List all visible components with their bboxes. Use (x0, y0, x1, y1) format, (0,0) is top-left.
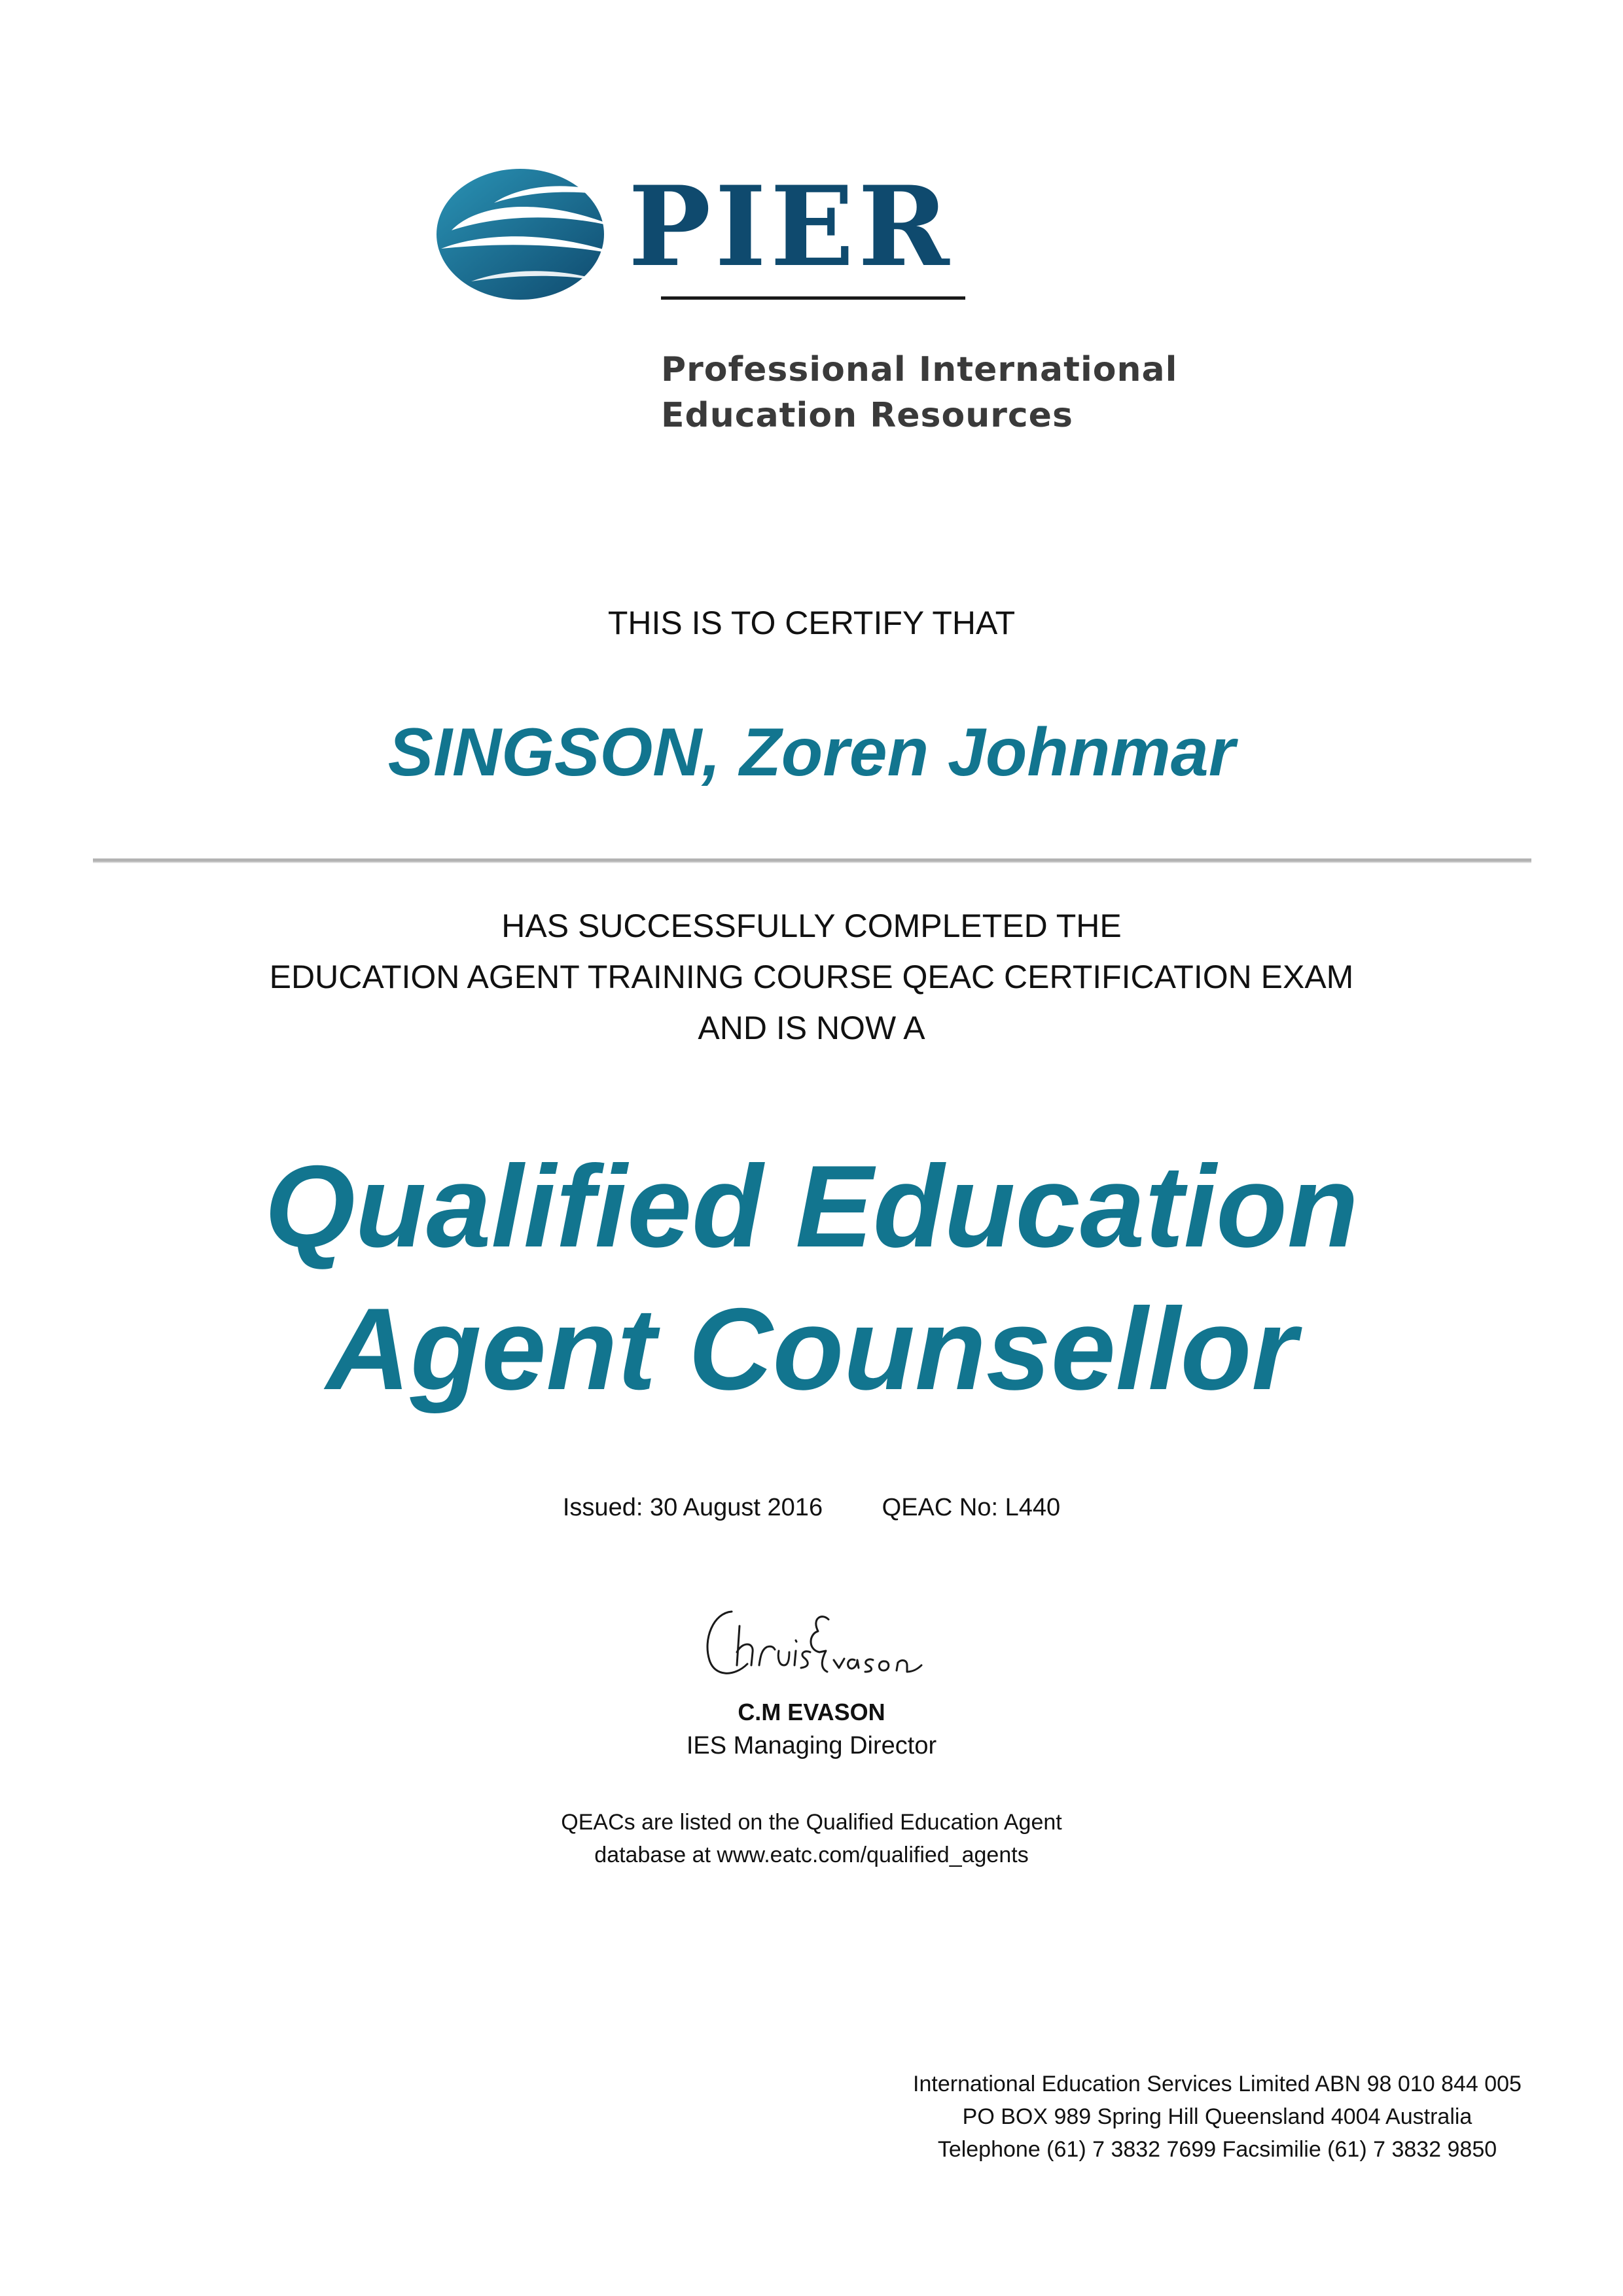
completion-line: EDUCATION AGENT TRAINING COURSE QEAC CERTIFICATION EXAM (269, 959, 1354, 995)
completion-line: AND IS NOW A (698, 1010, 925, 1046)
issued-date: Issued: 30 August 2016 (562, 1494, 823, 1521)
note-line: database at www.eatc.com/qualified_agents (594, 1843, 1029, 1867)
completion-line: HAS SUCCESSFULLY COMPLETED THE (501, 908, 1122, 944)
pier-swoosh-emblem-icon (432, 157, 628, 314)
divider (93, 858, 1531, 863)
recipient-name: SINGSON, Zoren Johnmar (387, 715, 1236, 790)
logo-subtitle-line: Professional International (661, 350, 1178, 389)
title-line: Agent Counsellor (326, 1284, 1297, 1414)
signature-image (694, 1600, 929, 1691)
signatory-role: IES Managing Director (686, 1732, 937, 1759)
footer-line: International Education Services Limited ABN 98 010 844 005 (913, 2072, 1522, 2096)
certificate-title (0, 1135, 1623, 1421)
logo-subtitle (661, 347, 1177, 438)
title-line: Qualified Education (264, 1141, 1359, 1271)
pier-logo (432, 157, 1191, 445)
logo-wordmark: PIER (628, 162, 954, 291)
issue-details (0, 1491, 1623, 1524)
footer-line: PO BOX 989 Spring Hill Queensland 4004 Australia (962, 2104, 1472, 2129)
certify-lead: THIS IS TO CERTIFY THAT (607, 605, 1016, 641)
footer-line: Telephone (61) 7 3832 7699 Facsimilie (61) 7 3832 9850 (937, 2137, 1497, 2162)
company-footer (890, 2068, 1544, 2166)
note-line: QEACs are listed on the Qualified Education Agent (561, 1810, 1062, 1835)
signatory-name: C.M EVASON (738, 1699, 885, 1725)
logo-rule (661, 296, 965, 300)
qeac-database-note (0, 1806, 1623, 1871)
qeac-number: QEAC No: L440 (882, 1494, 1061, 1521)
completion-statement (0, 900, 1623, 1053)
logo-subtitle-line: Education Resources (661, 396, 1073, 435)
